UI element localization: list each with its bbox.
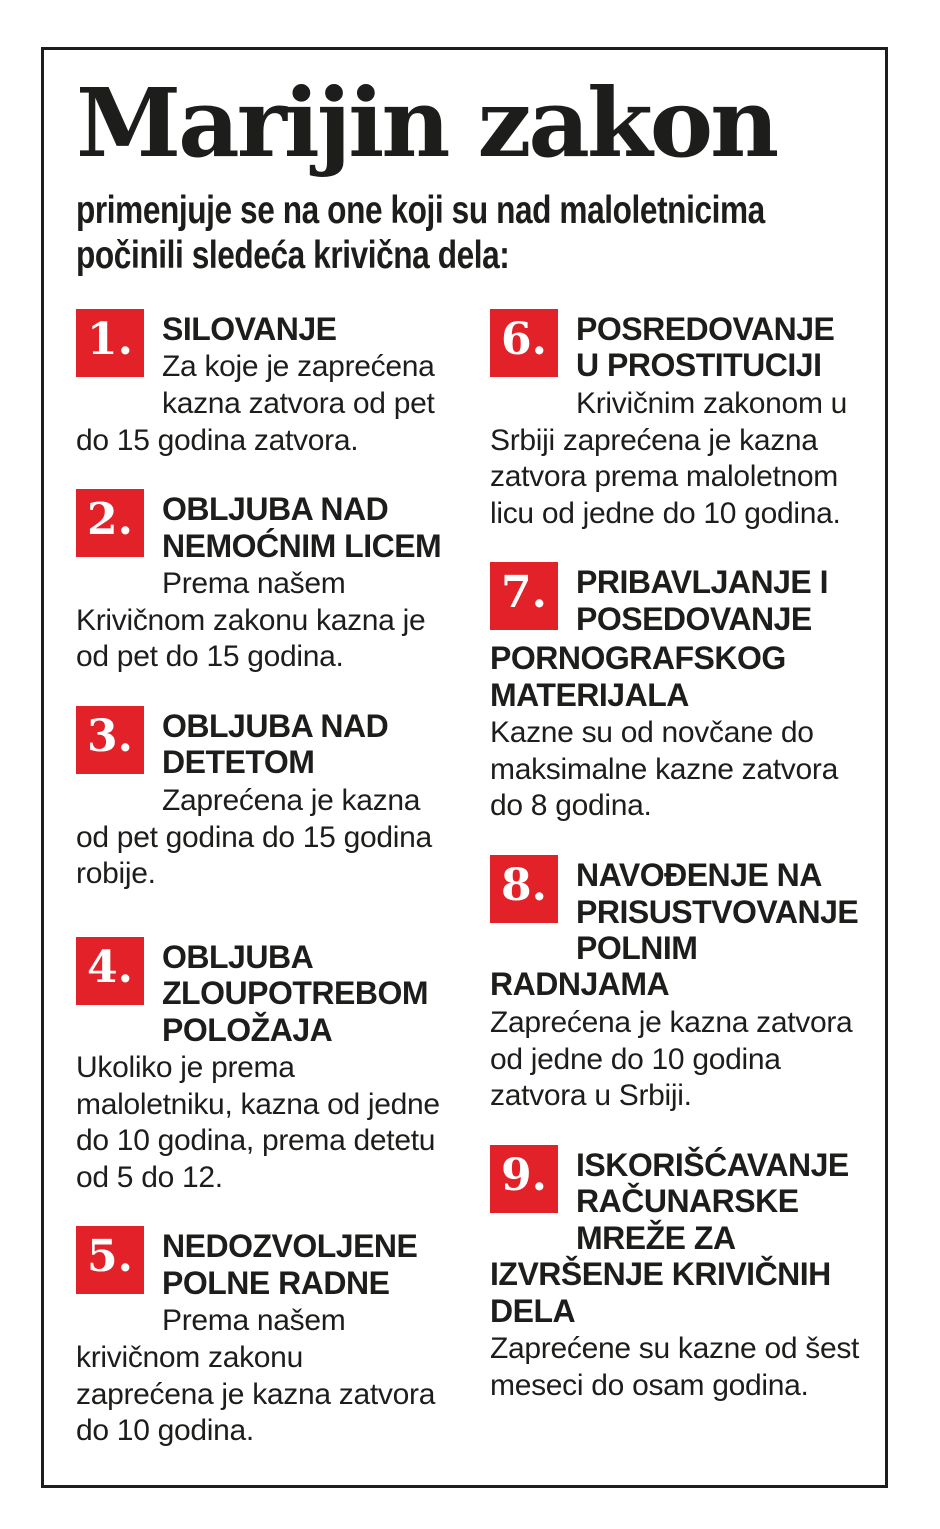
- item-number-badge: 8.: [490, 855, 558, 923]
- item-heading: PRIBAVLJANJE I POSEDOVANJE PORNOGRAFSKOG MATERIJALA: [490, 564, 829, 713]
- item-number-badge: 2.: [76, 489, 144, 557]
- offense-item-6: [490, 309, 862, 532]
- offense-item-3: [76, 706, 448, 893]
- offense-list-left: [76, 309, 448, 1480]
- item-heading: NEDOZVOLJENE POLNE RADNE: [162, 1228, 418, 1301]
- content-frame: [41, 47, 888, 1488]
- item-body: Zaprećena je kazna od pet godina do 15 godina robije.: [76, 783, 432, 891]
- item-number-badge: 1.: [76, 309, 144, 377]
- page-subtitle: primenjuje se na one koji su nad maloletnicima počinili sledeća krivična dela:: [76, 188, 765, 278]
- offense-item-1: [76, 309, 448, 459]
- offense-list-right: [490, 309, 862, 1480]
- offense-item-9: [490, 1145, 862, 1405]
- item-heading: OBLJUBA NAD NEMOĆNIM LICEM: [162, 491, 442, 564]
- item-number-badge: 9.: [490, 1145, 558, 1213]
- offense-item-8: [490, 855, 862, 1115]
- item-body: Kazne su od novčane do maksimalne kazne zatvora do 8 godina.: [490, 716, 838, 823]
- item-heading: SILOVANJE: [162, 311, 337, 347]
- offense-columns: [76, 309, 860, 1480]
- item-body: Zaprećena je kazna zatvora od jedne do 10 godina zatvora u Srbiji.: [490, 1005, 853, 1113]
- item-body: Krivičnim zakonom u Srbiji zaprećena je kazna zatvora prema maloletnom licu od jedne do 10 godina.: [490, 386, 848, 530]
- item-number-badge: 7.: [490, 562, 558, 630]
- item-heading: POSREDOVANJE U PROSTITUCIJI: [576, 311, 835, 384]
- item-number-badge: 3.: [76, 706, 144, 774]
- item-body: Prema našem Krivičnom zakonu kazna je od pet do 15 godina.: [76, 567, 426, 674]
- item-number-badge: 4.: [76, 937, 144, 1005]
- item-heading: NAVOĐENJE NA PRISUSTVOVANJE POLNIM RADNJAMA: [490, 857, 859, 1003]
- item-number-badge: 5.: [76, 1226, 144, 1294]
- item-heading: ISKORIŠĆAVANJE RAČUNARSKE MREŽE ZA IZVRŠENJE KRIVIČNIH DELA: [490, 1146, 849, 1329]
- offense-item-7: [490, 562, 862, 825]
- item-number-badge: 6.: [490, 309, 558, 377]
- offense-item-2: [76, 489, 448, 676]
- offense-item-5: [76, 1226, 448, 1449]
- offense-item-4: [76, 937, 448, 1197]
- item-body: Prema našem krivičnom zakonu zaprećena je kazna zatvora do 10 godina.: [76, 1304, 436, 1448]
- item-body: Ukoliko je prema maloletniku, kazna od jedne do 10 godina, prema detetu od 5 do 12.: [76, 1051, 440, 1194]
- page-title: Marijin zakon: [76, 68, 777, 179]
- item-body: Zaprećene su kazne od šest meseci do osam godina.: [490, 1332, 860, 1402]
- item-heading: OBLJUBA ZLOUPOTREBOM POLOŽAJA: [162, 938, 428, 1048]
- item-heading: OBLJUBA NAD DETETOM: [162, 707, 389, 781]
- item-body: Za koje je zaprećena kazna zatvora od pet do 15 godina zatvora.: [76, 350, 435, 457]
